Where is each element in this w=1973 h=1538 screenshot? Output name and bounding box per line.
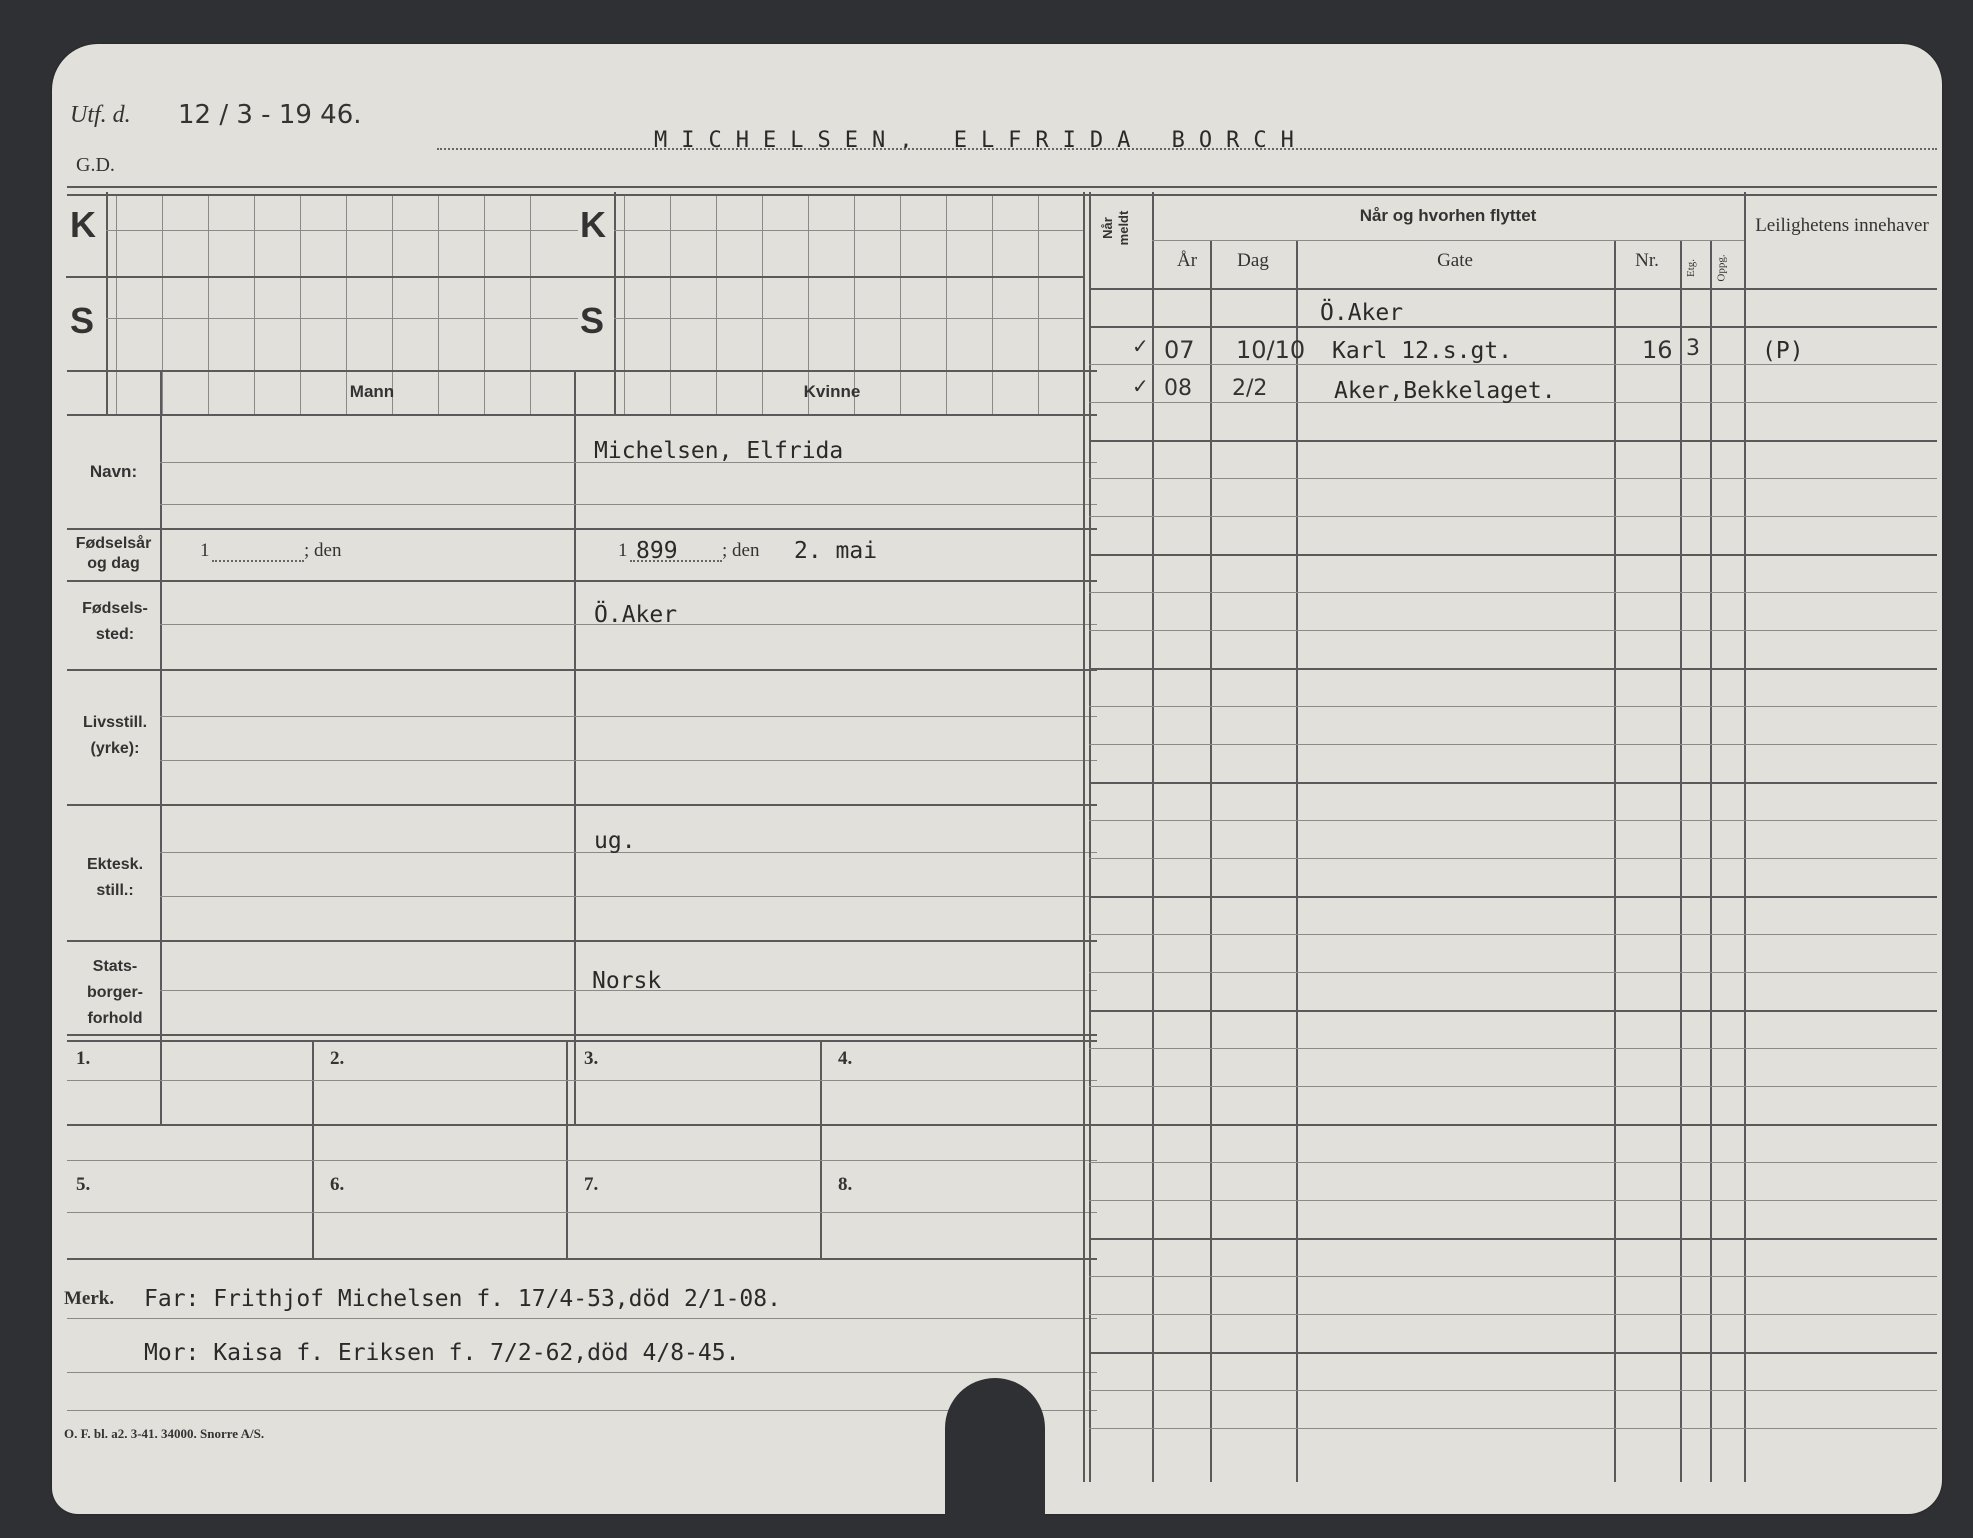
row-line — [1089, 782, 1937, 784]
kvinne-year-prefix: 1 — [618, 540, 628, 561]
merk-line-1: Far: Frithjof Michelsen f. 17/4-53,död 2/1-08. — [144, 1286, 781, 1312]
rule — [160, 370, 162, 1126]
grid-line — [614, 318, 1083, 319]
grid-line — [106, 192, 108, 416]
row-line — [1089, 326, 1937, 328]
person-name-header: MICHELSEN, ELFRIDA BORCH — [654, 128, 1308, 153]
row-line — [1089, 1010, 1937, 1012]
mann-den: ; den — [304, 540, 342, 561]
rule — [67, 804, 1097, 806]
row-line — [1089, 1390, 1937, 1391]
grid-line — [208, 196, 209, 414]
rule — [1089, 192, 1091, 1482]
row-line — [1089, 1124, 1937, 1126]
grid-line — [670, 196, 671, 414]
grid-line — [716, 196, 717, 414]
row-line — [1089, 1314, 1937, 1315]
label-navn: Navn: — [89, 462, 138, 481]
num-6: 6. — [330, 1174, 345, 1195]
rule — [574, 370, 576, 1126]
rule — [67, 669, 1097, 671]
row-line — [1089, 1276, 1937, 1277]
col-mann: Mann — [349, 382, 395, 401]
row-line — [1089, 554, 1937, 556]
grid-line — [574, 276, 1083, 278]
row-line — [1089, 1238, 1937, 1240]
grid-line — [254, 196, 255, 414]
row-line — [1089, 820, 1937, 821]
rule — [67, 940, 1097, 942]
rule — [67, 370, 1097, 372]
grid-line — [992, 196, 993, 414]
rule — [67, 1258, 1097, 1260]
row-line — [1089, 1162, 1937, 1163]
merk-label: Merk. — [64, 1288, 115, 1309]
s-label-right: S — [580, 300, 605, 341]
utf-label: Utf. d. — [70, 102, 131, 128]
grid-line — [116, 196, 117, 414]
row-line — [1089, 972, 1937, 973]
move-1-etg: 3 — [1686, 336, 1700, 361]
col-etg: Etg. — [1685, 258, 1698, 278]
grid-line — [946, 196, 947, 414]
grid-line — [614, 192, 616, 416]
num-4: 4. — [838, 1048, 853, 1069]
rule — [67, 528, 1097, 530]
rule — [67, 1318, 1097, 1319]
kvinne-day: 2. mai — [794, 538, 878, 564]
rule — [160, 896, 1097, 897]
rule — [67, 1410, 1097, 1411]
grid-line — [530, 196, 531, 414]
card-notch — [945, 1378, 1045, 1538]
col-nar-meldt: Når meldt — [1100, 210, 1131, 246]
row-line — [1089, 516, 1937, 517]
move-1-dag: 10/10 — [1236, 336, 1306, 364]
grid-line — [106, 318, 578, 319]
rule — [566, 1040, 568, 1260]
rule — [1152, 240, 1744, 241]
grid-line — [162, 196, 163, 414]
row-line — [1089, 858, 1937, 859]
label-fodselsar: Fødselsår og dag — [75, 535, 152, 572]
num-1: 1. — [76, 1048, 91, 1069]
rule — [67, 1040, 1097, 1042]
rule — [1710, 240, 1712, 1482]
row-line — [1089, 896, 1937, 898]
kvinne-fodselssted: Ö.Aker — [594, 602, 678, 628]
label-fodselssted: Fødsels-sted: — [82, 600, 148, 643]
grid-line — [484, 196, 485, 414]
col-leilighetens-innehaver: Leilighetens innehaver — [1755, 215, 1929, 236]
header-rule-2 — [67, 194, 1937, 196]
row-line — [1089, 706, 1937, 707]
grid-line — [614, 230, 1083, 231]
rule — [67, 1034, 1097, 1036]
mann-year-dots — [212, 560, 304, 562]
kvinne-statsborger: Norsk — [592, 968, 662, 994]
move-1-nr: 16 — [1642, 336, 1673, 364]
grid-line — [624, 196, 625, 414]
row-line — [1089, 934, 1937, 935]
move-2-dag: 2/2 — [1232, 376, 1268, 401]
k-label-left: K — [70, 204, 96, 245]
kvinne-year: 899 — [636, 538, 678, 564]
move-2-check-icon: ✓ — [1132, 374, 1149, 398]
row-line — [1089, 1200, 1937, 1201]
move-1-ar: 07 — [1164, 336, 1195, 364]
row-line — [1089, 668, 1937, 670]
label-ektesk: Ektesk. still.: — [86, 856, 144, 899]
s-label-left: S — [70, 300, 95, 341]
col-nar-og-hvorhen: Når og hvorhen flyttet — [1359, 206, 1537, 225]
rule — [1210, 240, 1212, 1482]
rule — [160, 504, 1097, 505]
col-nr: Nr. — [1635, 250, 1659, 271]
num-7: 7. — [584, 1174, 599, 1195]
rule — [160, 760, 1097, 761]
grid-line — [438, 196, 439, 414]
row-line — [1089, 1428, 1937, 1429]
move-0-gate: Ö.Aker — [1320, 300, 1404, 326]
rule — [1614, 240, 1616, 1482]
col-gate: Gate — [1437, 250, 1473, 271]
col-dag: Dag — [1237, 250, 1269, 271]
num-8: 8. — [838, 1174, 853, 1195]
rule — [1296, 240, 1298, 1482]
kvinne-den: ; den — [722, 540, 760, 561]
move-2-ar: 08 — [1164, 376, 1192, 401]
rule — [67, 1124, 1097, 1126]
row-line — [1089, 440, 1937, 442]
rule — [67, 1212, 1097, 1213]
k-label-right: K — [580, 204, 606, 245]
grid-line — [66, 276, 578, 278]
col-oppg: Oppg. — [1715, 254, 1728, 282]
row-line — [1089, 1086, 1937, 1087]
grid-line — [106, 230, 578, 231]
move-1-check-icon: ✓ — [1132, 334, 1149, 358]
rule — [1089, 288, 1937, 290]
move-2-gate: Aker,Bekkelaget. — [1334, 378, 1556, 404]
kvinne-navn: Michelsen, Elfrida — [594, 438, 844, 464]
num-5: 5. — [76, 1174, 91, 1195]
rule — [312, 1040, 314, 1260]
row-line — [1089, 744, 1937, 745]
num-3: 3. — [584, 1048, 599, 1069]
grid-line — [1038, 196, 1039, 414]
num-2: 2. — [330, 1048, 345, 1069]
row-line — [1089, 1352, 1937, 1354]
form-footer: O. F. bl. a2. 3-41. 34000. Snorre A/S. — [64, 1426, 265, 1441]
rule — [1680, 240, 1682, 1482]
row-line — [1089, 478, 1937, 479]
move-1-leil: (P) — [1762, 338, 1804, 364]
label-statsborger: Stats-borger-forhold — [87, 958, 143, 1027]
rule — [160, 716, 1097, 717]
rule — [67, 1160, 1097, 1161]
registration-card — [52, 44, 1942, 1514]
rule — [1744, 192, 1746, 1482]
col-kvinne: Kvinne — [803, 382, 861, 401]
grid-line — [300, 196, 301, 414]
rule — [67, 1080, 1097, 1081]
rule — [1152, 192, 1154, 1482]
mann-year-prefix: 1 — [200, 540, 210, 561]
name-dotted-line — [437, 148, 1937, 150]
rule — [1083, 192, 1085, 1482]
rule — [67, 414, 1097, 416]
kvinne-ektesk: ug. — [594, 828, 636, 854]
row-line — [1089, 592, 1937, 593]
row-line — [1089, 364, 1937, 365]
rule — [67, 1372, 1097, 1373]
col-ar: År — [1176, 250, 1198, 271]
rule — [67, 580, 1097, 582]
row-line — [1089, 630, 1937, 631]
header-rule — [67, 186, 1937, 188]
row-line — [1089, 1048, 1937, 1049]
gd-label: G.D. — [76, 154, 115, 176]
utf-date: 12 / 3 - 19 46. — [178, 100, 362, 130]
move-1-gate: Karl 12.s.gt. — [1332, 338, 1513, 364]
merk-line-2: Mor: Kaisa f. Eriksen f. 7/2-62,död 4/8-45. — [144, 1340, 740, 1366]
label-livsstill: Livsstill. (yrke): — [82, 714, 148, 757]
rule — [820, 1040, 822, 1260]
